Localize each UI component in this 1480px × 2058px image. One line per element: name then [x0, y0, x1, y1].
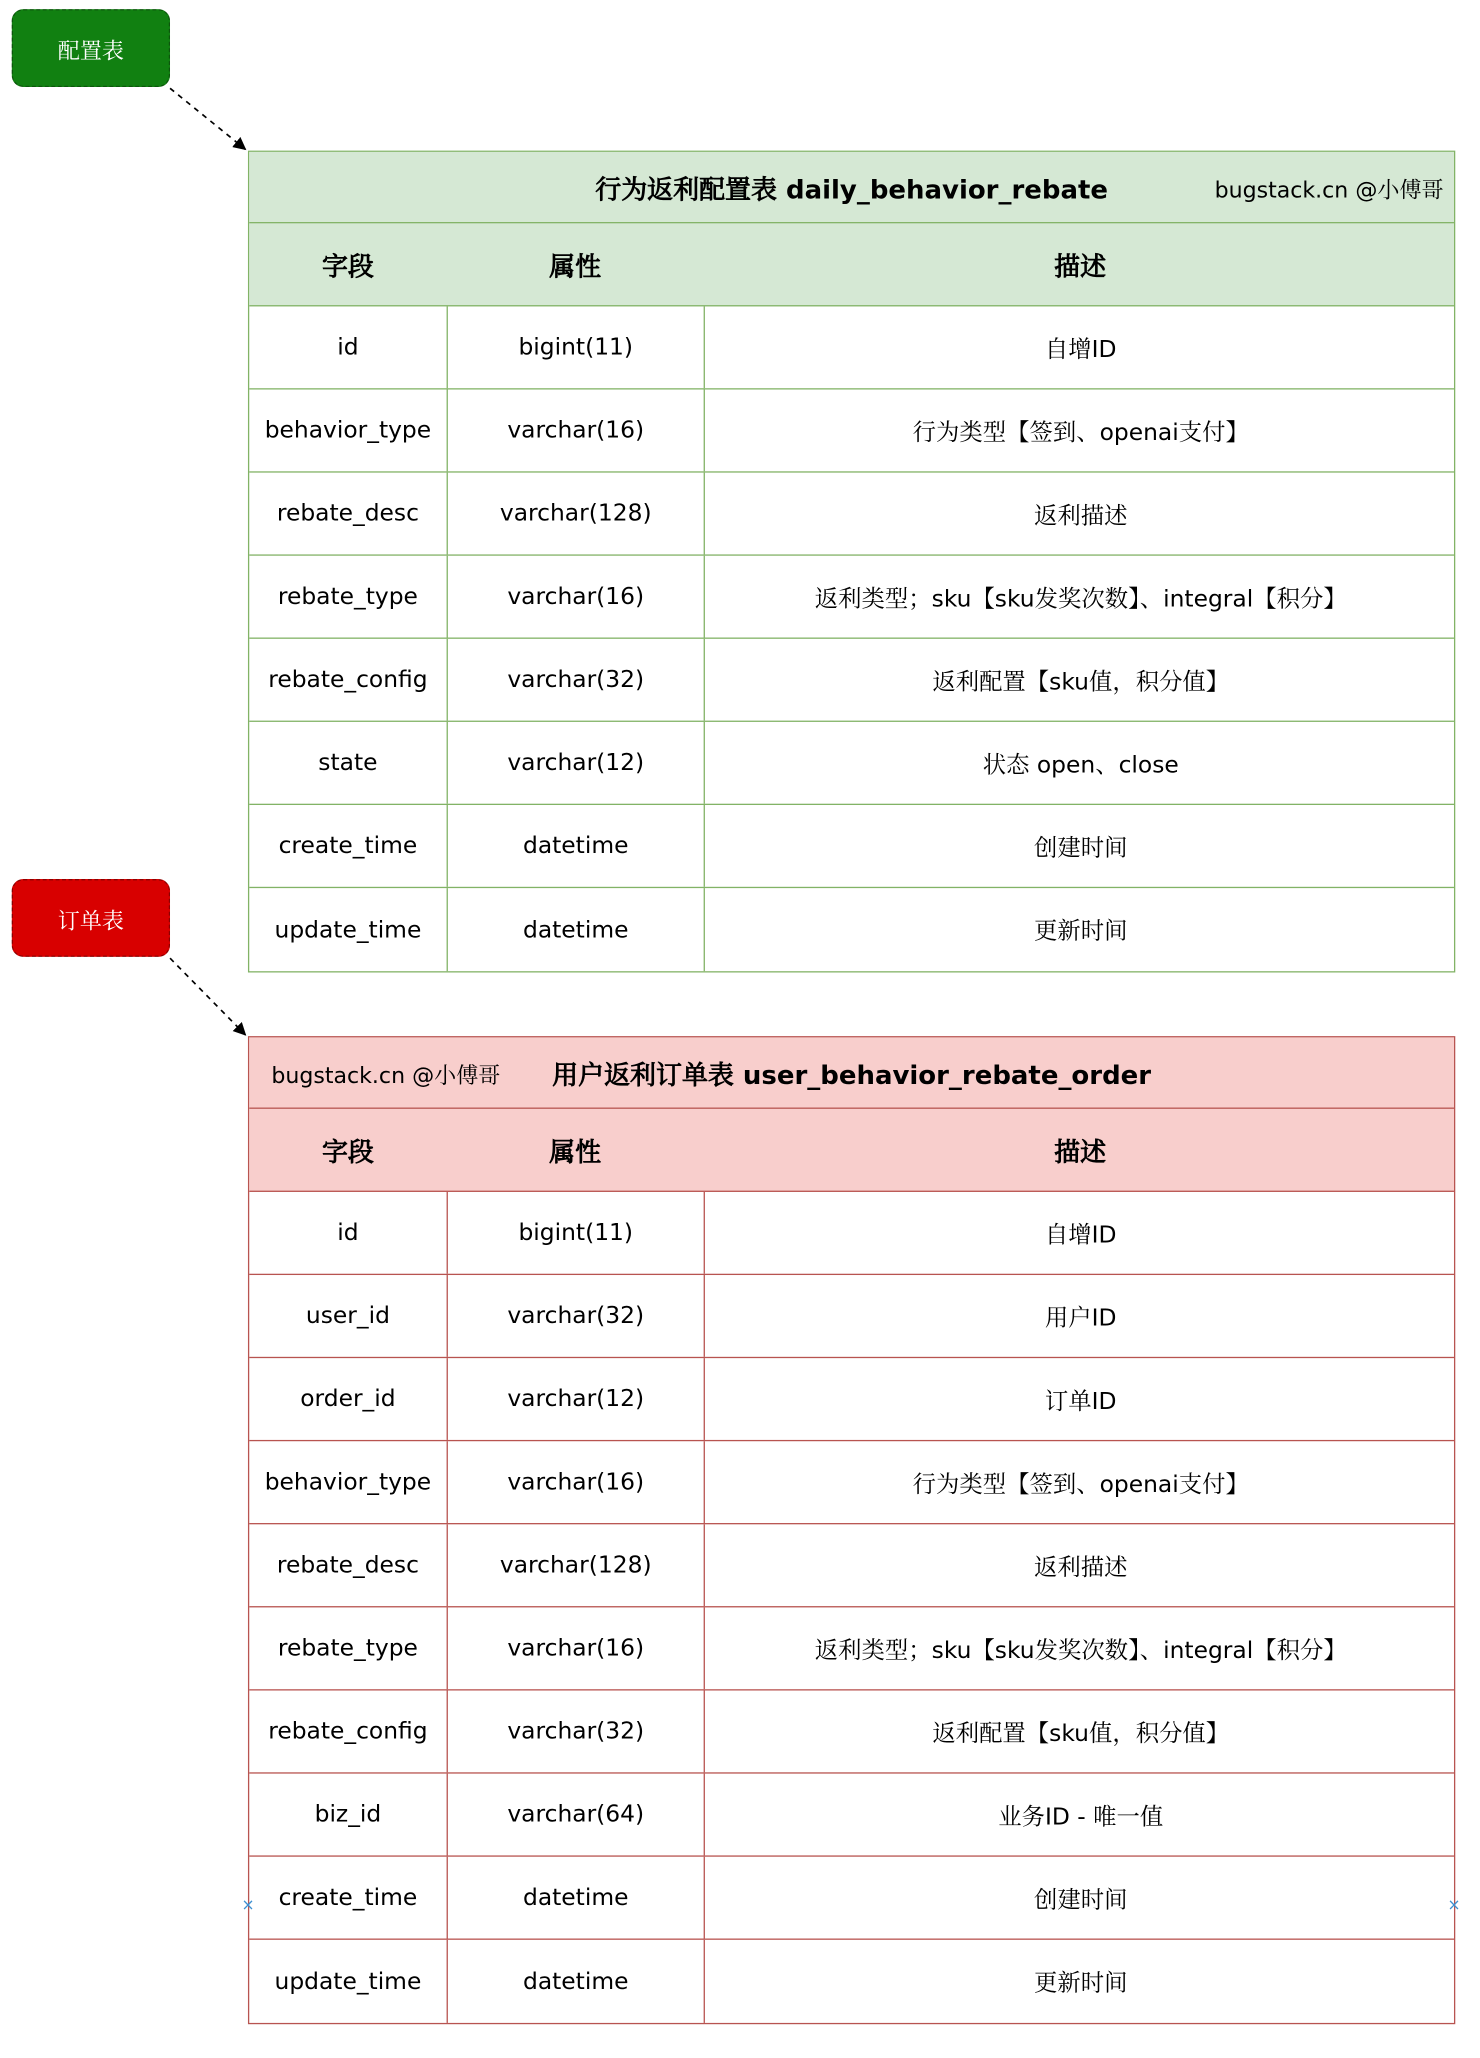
table-row [249, 1774, 1454, 1857]
field-cell: rebate_config [268, 1717, 428, 1746]
description-cell: 返利类型；sku【sku发奖次数】、integral【积分】 [704, 1607, 1457, 1689]
description-cell: 用户ID [704, 1275, 1457, 1357]
table-row [249, 1691, 1454, 1774]
table-row [249, 1857, 1454, 1940]
order-table-tag-label: 订单表 [57, 908, 124, 935]
description-cell: 返利配置【sku值，积分值】 [704, 1691, 1457, 1773]
order-table-title: 用户返利订单表 user_behavior_rebate_order [552, 1058, 1152, 1091]
config-table-title: 行为返利配置表 daily_behavior_rebate [595, 173, 1109, 205]
description-cell: 行为类型【签到、openai支付】 [704, 390, 1457, 472]
config-table-title-row [249, 152, 1454, 223]
config-table[interactable] [248, 151, 1455, 973]
description-cell: 行为类型【签到、openai支付】 [704, 1441, 1457, 1523]
table-row [249, 805, 1454, 888]
attribute-cell: varchar(12) [447, 722, 704, 804]
table-row [249, 888, 1454, 971]
table-row [249, 1607, 1454, 1690]
attribute-cell: varchar(16) [447, 1441, 704, 1523]
description-cell: 业务ID - 唯一值 [704, 1774, 1457, 1856]
table-row [249, 1358, 1454, 1441]
field-cell: behavior_type [264, 416, 432, 445]
table-row [249, 1524, 1454, 1607]
description-cell: 更新时间 [704, 1940, 1457, 2023]
config-table-tag-label: 配置表 [57, 38, 124, 65]
field-cell: id [337, 333, 359, 361]
description-cell: 返利配置【sku值，积分值】 [704, 639, 1457, 721]
order-table-credit: bugstack.cn @小傅哥 [271, 1062, 501, 1089]
header-attribute: 属性 [549, 1136, 602, 1168]
field-cell: id [337, 1219, 359, 1247]
field-cell: order_id [300, 1385, 396, 1413]
field-cell: rebate_type [277, 582, 418, 611]
attribute-cell: bigint(11) [447, 1192, 704, 1274]
table-row [249, 639, 1454, 722]
attribute-cell: varchar(16) [447, 1607, 704, 1689]
order-table-tag[interactable] [12, 879, 170, 957]
field-cell: create_time [278, 832, 418, 860]
attribute-cell: varchar(32) [447, 1691, 704, 1773]
table-row [249, 1940, 1454, 2023]
attribute-cell: bigint(11) [447, 306, 704, 388]
attribute-cell: varchar(32) [447, 1275, 704, 1357]
order-table-header-row [249, 1109, 1454, 1192]
header-description: 描述 [1054, 1136, 1107, 1168]
config-table-tag[interactable] [12, 9, 170, 87]
field-cell: user_id [305, 1302, 390, 1330]
header-attribute: 属性 [549, 250, 602, 282]
attribute-cell: varchar(16) [447, 556, 704, 638]
attribute-cell: varchar(16) [447, 390, 704, 472]
table-row [249, 1275, 1454, 1358]
attribute-cell: datetime [447, 1857, 704, 1939]
field-cell: rebate_desc [276, 1551, 419, 1579]
field-cell: rebate_type [277, 1634, 418, 1662]
order-table-title-row [249, 1037, 1454, 1108]
attribute-cell: varchar(128) [447, 473, 704, 555]
order-table[interactable] [248, 1036, 1455, 2024]
order-connector-arrow [170, 958, 245, 1035]
description-cell: 状态 open、close [704, 722, 1457, 804]
table-row [249, 306, 1454, 389]
connection-point-icon[interactable]: × [1447, 1895, 1461, 1914]
config-table-header-row [249, 223, 1454, 306]
description-cell: 返利描述 [704, 1524, 1457, 1606]
table-row [249, 722, 1454, 805]
description-cell: 返利描述 [704, 473, 1457, 555]
field-cell: behavior_type [264, 1468, 432, 1496]
table-row [249, 390, 1454, 473]
table-row [249, 1192, 1454, 1275]
description-cell: 返利类型；sku【sku发奖次数】、integral【积分】 [704, 556, 1457, 638]
description-cell: 订单ID [704, 1358, 1457, 1440]
table-row [249, 473, 1454, 556]
connection-point-icon[interactable]: × [241, 1895, 255, 1914]
config-table-credit: bugstack.cn @小傅哥 [1214, 177, 1444, 204]
description-cell: 自增ID [704, 306, 1457, 388]
attribute-cell: varchar(64) [447, 1774, 704, 1856]
attribute-cell: datetime [447, 1940, 704, 2023]
table-row [249, 556, 1454, 639]
attribute-cell: datetime [447, 805, 704, 887]
header-description: 描述 [1054, 250, 1107, 282]
attribute-cell: varchar(32) [447, 639, 704, 721]
field-cell: rebate_config [268, 666, 428, 694]
field-cell: rebate_desc [276, 499, 419, 528]
attribute-cell: varchar(128) [447, 1524, 704, 1606]
attribute-cell: varchar(12) [447, 1358, 704, 1440]
field-cell: create_time [278, 1883, 418, 1912]
field-cell: biz_id [314, 1800, 382, 1829]
header-field: 字段 [321, 250, 374, 282]
description-cell: 创建时间 [704, 805, 1457, 887]
description-cell: 更新时间 [704, 888, 1457, 971]
field-cell: state [318, 749, 378, 777]
field-cell: update_time [274, 1967, 422, 1995]
field-cell: update_time [274, 916, 422, 944]
description-cell: 自增ID [704, 1192, 1457, 1274]
config-connector-arrow [170, 88, 245, 149]
attribute-cell: datetime [447, 888, 704, 971]
table-row [249, 1441, 1454, 1524]
header-field: 字段 [321, 1136, 374, 1168]
description-cell: 创建时间 [704, 1857, 1457, 1939]
